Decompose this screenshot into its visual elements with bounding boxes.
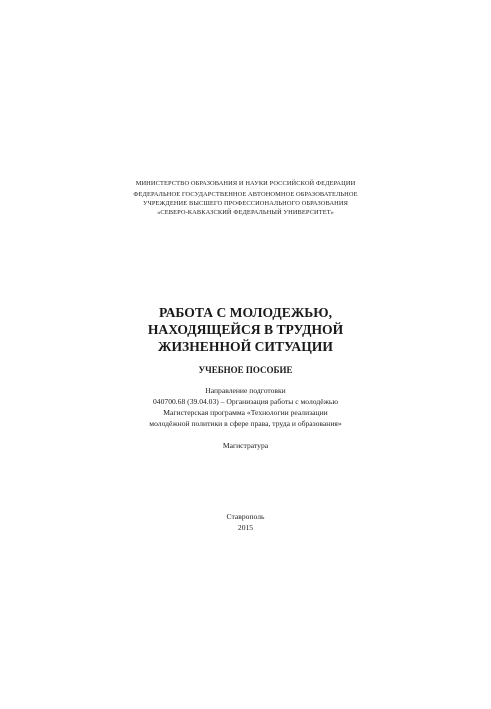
institution-line-2: УЧРЕЖДЕНИЕ ВЫСШЕГО ПРОФЕССИОНАЛЬНОГО ОБРАЗОВАНИЯ bbox=[143, 200, 348, 207]
city: Ставрополь bbox=[226, 512, 265, 521]
ministry-line: МИНИСТЕРСТВО ОБРАЗОВАНИЯ И НАУКИ РОССИЙСКОЙ ФЕДЕРАЦИИ bbox=[135, 180, 356, 187]
program-line-3: Магистерская программа «Технологии реализации bbox=[163, 408, 328, 417]
institution-line-1: ФЕДЕРАЛЬНОЕ ГОСУДАРСТВЕННОЕ АВТОНОМНОЕ ОБРАЗОВАТЕЛЬНОЕ bbox=[133, 191, 358, 198]
title-line-1: РАБОТА С МОЛОДЕЖЬЮ, bbox=[159, 305, 332, 320]
degree-level: Магистратура bbox=[222, 441, 269, 450]
program-line-1: Направление подготовки bbox=[205, 386, 286, 395]
program-line-2: 040700.68 (39.04.03) – Организация работы с молодёжью bbox=[153, 397, 338, 406]
title-line-3: ЖИЗНЕННОЙ СИТУАЦИИ bbox=[158, 339, 333, 354]
program-line-4: молодёжной политики в сфере права, труда и образования» bbox=[149, 419, 342, 428]
year: 2015 bbox=[237, 523, 254, 532]
title-line-2: НАХОДЯЩЕЙСЯ В ТРУДНОЙ bbox=[147, 322, 344, 337]
subtitle: УЧЕБНОЕ ПОСОБИЕ bbox=[198, 365, 293, 375]
institution-line-3: «СЕВЕРО-КАВКАЗСКИЙ ФЕДЕРАЛЬНЫЙ УНИВЕРСИТЕТ» bbox=[157, 209, 334, 216]
